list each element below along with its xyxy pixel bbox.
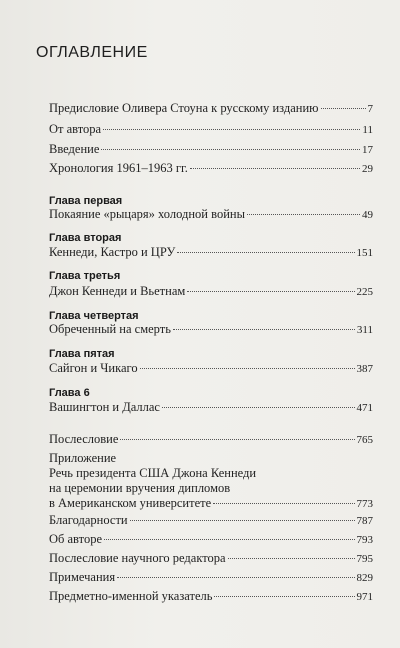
leader-dots — [117, 576, 354, 578]
toc-page-number: 151 — [356, 247, 373, 259]
leader-dots — [177, 251, 354, 253]
toc-entry-acknowledgements — [49, 513, 373, 529]
toc-entry-title: Кеннеди, Кастро и ЦРУ — [49, 245, 176, 259]
toc-page-number: 7 — [367, 103, 373, 115]
leader-dots — [103, 128, 360, 130]
toc-entry-title: Предисловие Оливера Стоуна к русскому изданию — [49, 101, 319, 115]
toc-chapter-2 — [49, 245, 373, 261]
toc-chapter-4 — [49, 322, 373, 338]
toc-entry-notes — [49, 570, 373, 586]
leader-dots — [228, 557, 355, 559]
toc-page-number: 787 — [356, 515, 373, 527]
toc-entry-from-author — [49, 122, 373, 138]
toc-page-number: 773 — [356, 498, 373, 510]
leader-dots — [187, 290, 354, 292]
toc-entry-editor-afterword — [49, 551, 373, 567]
appendix-line: Приложение — [49, 451, 117, 465]
toc-chapter-3 — [49, 284, 373, 300]
toc-entry-title: Сайгон и Чикаго — [49, 361, 138, 375]
toc-entry-index — [49, 589, 373, 605]
leader-dots — [247, 213, 360, 215]
toc-entry-introduction — [49, 142, 373, 158]
toc-entry-title: Предметно-именной указатель — [49, 589, 213, 603]
chapter-label: Глава первая — [49, 195, 123, 207]
toc-entry-chronology — [49, 161, 373, 177]
appendix-last-line — [49, 496, 373, 512]
toc-chapter-1 — [49, 207, 373, 223]
leader-dots — [120, 438, 354, 440]
toc-page-number: 471 — [356, 402, 373, 414]
chapter-label: Глава четвертая — [49, 310, 139, 322]
appendix-line: Речь президента США Джона Кеннеди — [49, 466, 257, 480]
toc-chapter-6 — [49, 400, 373, 416]
leader-dots — [173, 328, 355, 330]
leader-dots — [321, 107, 366, 109]
toc-page-number: 11 — [362, 124, 373, 136]
page-title: ОГЛАВЛЕНИЕ — [36, 44, 148, 61]
appendix-line: в Американском университете — [49, 496, 212, 510]
leader-dots — [162, 406, 355, 408]
toc-entry-title: От автора — [49, 122, 102, 136]
chapter-label: Глава вторая — [49, 232, 122, 244]
toc-entry-about-author — [49, 532, 373, 548]
toc-page-number: 971 — [356, 591, 373, 603]
toc-page-number: 49 — [362, 209, 373, 221]
toc-page-number: 311 — [356, 324, 373, 336]
leader-dots — [130, 519, 355, 521]
toc-entry-afterword — [49, 432, 373, 448]
toc-entry-title: Введение — [49, 142, 100, 156]
leader-dots — [140, 367, 355, 369]
toc-entry-title: Вашингтон и Даллас — [49, 400, 160, 414]
toc-page-number: 765 — [356, 434, 373, 446]
chapter-label: Глава 6 — [49, 387, 90, 399]
leader-dots — [214, 595, 354, 597]
chapter-label: Глава третья — [49, 270, 121, 282]
toc-page-number: 795 — [356, 553, 373, 565]
toc-page-number: 387 — [356, 363, 373, 375]
toc-page-number: 225 — [356, 286, 373, 298]
toc-entry-title: Благодарности — [49, 513, 128, 527]
appendix-line: на церемонии вручения дипломов — [49, 481, 231, 495]
leader-dots — [213, 502, 354, 504]
toc-entry-title: Примечания — [49, 570, 116, 584]
toc-entry-title: Хронология 1961–1963 гг. — [49, 161, 188, 175]
toc-page-number: 17 — [362, 144, 373, 156]
leader-dots — [104, 538, 355, 540]
toc-entry-appendix — [49, 451, 373, 512]
toc-entry-title: Джон Кеннеди и Вьетнам — [49, 284, 186, 298]
leader-dots — [101, 148, 360, 150]
toc-page-number: 793 — [356, 534, 373, 546]
toc-page-number: 829 — [356, 572, 373, 584]
toc-entry-title: Обреченный на смерть — [49, 322, 171, 336]
toc-entry-preface — [49, 101, 373, 117]
toc-entry-title: Послесловие научного редактора — [49, 551, 226, 565]
toc-entry-title: Послесловие — [49, 432, 119, 446]
toc-entry-title: Покаяние «рыцаря» холодной войны — [49, 207, 245, 221]
leader-dots — [190, 167, 360, 169]
chapter-label: Глава пятая — [49, 348, 115, 360]
toc-chapter-5 — [49, 361, 373, 377]
toc-entry-title: Об авторе — [49, 532, 102, 546]
toc-page-number: 29 — [362, 163, 373, 175]
